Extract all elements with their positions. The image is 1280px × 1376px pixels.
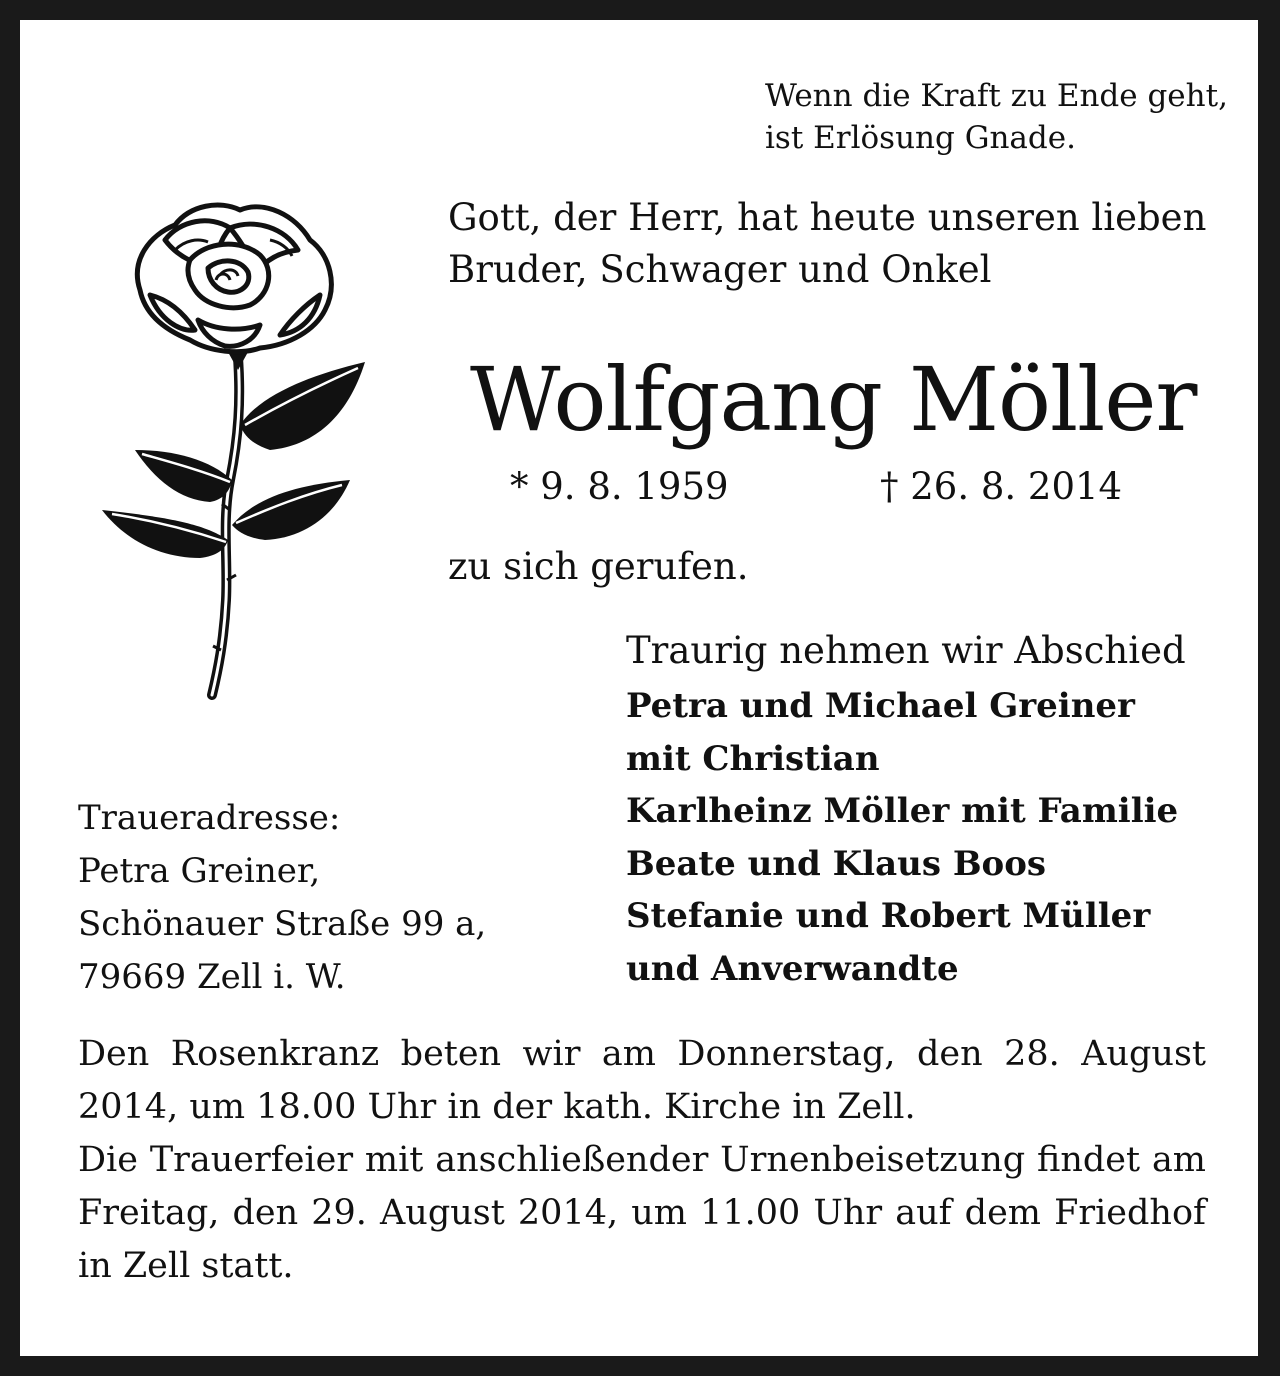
address-city: 79669 Zell i. W. — [78, 957, 346, 997]
rose-leaf — [102, 510, 228, 558]
mourner-line: und Anverwandte — [626, 948, 959, 989]
rose-leaf — [240, 362, 365, 450]
deceased-name: Wolfgang Möller — [470, 348, 1197, 451]
intro-line-2: Bruder, Schwager und Onkel — [448, 248, 992, 291]
mourner-line: Beate und Klaus Boos — [626, 843, 1047, 884]
address-street: Schönauer Straße 99 a, — [78, 904, 487, 944]
mourning-address — [78, 792, 486, 1004]
motto-line-2: ist Erlösung Gnade. — [765, 120, 1076, 156]
service-notice — [78, 1028, 1206, 1293]
mourner-line: Karlheinz Möller mit Familie — [626, 791, 1179, 831]
obituary-card — [20, 20, 1258, 1356]
called-home-text: zu sich gerufen. — [448, 545, 749, 588]
motto-line-1: Wenn die Kraft zu Ende geht, — [765, 78, 1228, 114]
rose-icon — [80, 180, 400, 710]
intro-text — [448, 192, 1206, 296]
death-date: † 26. 8. 2014 — [880, 465, 1123, 508]
motto — [765, 75, 1228, 159]
rose-leaf — [232, 480, 350, 540]
mourner-line: Stefanie und Robert Müller — [626, 896, 1151, 936]
address-name: Petra Greiner, — [78, 851, 321, 891]
mourners-list — [626, 680, 1178, 995]
mourner-line: mit Christian — [626, 738, 880, 779]
mourner-line: Petra und Michael Greiner — [626, 686, 1135, 726]
birth-date: * 9. 8. 1959 — [510, 465, 729, 508]
funeral-notice: Die Trauerfeier mit anschließender Urnenbeisetzung findet am Freitag, den 29. August 2014, um 11.00 Uhr auf dem Friedhof in Zell statt. — [78, 1140, 1206, 1286]
mourners-heading: Traurig nehmen wir Abschied — [626, 629, 1186, 672]
address-label: Traueradresse: — [78, 798, 341, 838]
intro-line-1: Gott, der Herr, hat heute unseren lieben — [448, 196, 1207, 239]
rosary-notice: Den Rosenkranz beten wir am Donnerstag, den 28. August 2014, um 18.00 Uhr in der kath. Kirche in Zell. — [78, 1034, 1206, 1127]
